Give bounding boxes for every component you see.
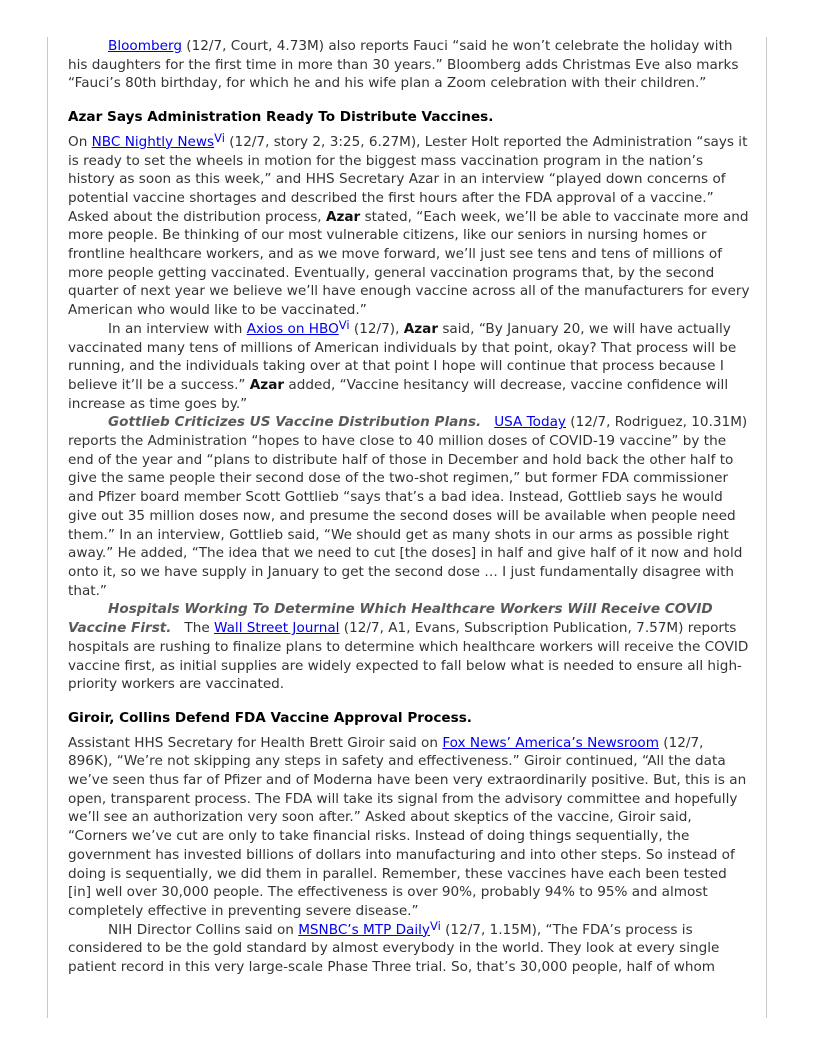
paragraph-text: (12/7, Court, 4.73M) also reports Fauci “said he won’t celebrate the holiday with his daughters for the first time in more than 30 years.” Bloomberg adds Christmas Eve also marks “Fauci’s 80th birthday, for which he and his wife plan a Zoom celebration with their children.” [68,38,739,92]
subheading-gottlieb: Gottlieb Criticizes US Vaccine Distribution Plans. [108,414,482,431]
link-usa-today[interactable]: USA Today [494,414,566,431]
paragraph-collins: NIH Director Collins said on MSNBC’s MTP Daily$^{Vi}$ (12/7, 1.15M), “The FDA’s process is considered to be the gold standard by almost everybody in the world. They look at every single patient record in this very large-scale Phase Three trial. So, that’s 30,000 people, half of whom [68,918,720,976]
section-heading-azar: Azar Says Administration Ready To Distribute Vaccines. [68,109,494,126]
link-msnbc-mtp-daily[interactable]: MSNBC’s MTP Daily [298,921,430,938]
subheading-hospitals: Hospitals Working To Determine Which Healthcare Workers Will Receive COVID Vaccine First. [68,601,713,637]
link-wall-street-journal[interactable]: Wall Street Journal [214,620,340,637]
video-indicator-icon[interactable]: Vi [338,317,350,332]
link-fox-news-americas-newsroom[interactable]: Fox News’ America’s Newsroom [442,734,659,751]
paragraph-gottlieb: Gottlieb Criticizes US Vaccine Distribution Plans. USA Today (12/7, Rodriguez, 10.31M) reports the Administration “hopes to have close to 40 million doses of COVID-19 vaccine” by the end of the year and “plans to distribute half of those in December and hold back the other half to give the same people their second dose of the two-shot regimen,” but former FDA commissioner and Pfizer board member Scott Gottlieb “says that’s a bad idea. Instead, Gottlieb says he would give out 35 million doses now, and presume the second doses will be available when people need them.” In an interview, Gottlieb said, “We should get as many shots in our arms as possible right away.” He added, “The idea that we need to cut [the doses] in half and give half of it now and hold onto it, so we have supply in January to get the second dose … I just fundamentally disagree with that.” [68,414,748,599]
paragraph-hospitals: Hospitals Working To Determine Which Healthcare Workers Will Receive COVID Vaccine First. The Wall Street Journal (12/7, A1, Evans, Subscription Publication, 7.57M) reports hospitals are rushing to finalize plans to determine which healthcare workers will receive the COVID vaccine first, as initial supplies are widely expected to fall below what is needed to ensure all high-priority workers are vaccinated. [68,601,749,693]
link-nbc-nightly-news[interactable]: NBC Nightly News [91,133,215,150]
link-bloomberg[interactable]: Bloomberg [108,38,182,54]
document-content [68,37,750,977]
video-indicator-icon[interactable]: Vi [429,918,441,933]
section-heading-giroir-collins: Giroir, Collins Defend FDA Vaccine Approval Process. [68,709,472,726]
paragraph-nbc: On NBC Nightly News$^{Vi}$ (12/7, story 2, 3:25, 6.27M), Lester Holt reported the Administration “says it is ready to set the wheels in motion for the biggest mass vaccination program in the nation’s history as soon as this week,” and HHS Secretary Azar in an interview “played down concerns of potential vaccine shortages and described the first hours after the FDA approval of a vaccine.” Asked about the distribution process, Azar stated, “Each week, we’ll be able to vaccinate more and more people. Be thinking of our most vulnerable citizens, like our seniors in nursing homes or frontline healthcare workers, and as we move forward, we’ll just see tens and tens of millions of more people getting vaccinated. Eventually, general vaccination programs that, by the second quarter of next year we believe we’ll have enough vaccine across all of the manufacturers for every American who would like to be vaccinated.” [68,130,750,319]
video-indicator-icon[interactable]: Vi [214,130,225,145]
paragraph-giroir: Assistant HHS Secretary for Health Brett Giroir said on Fox News’ America’s Newsroom (12/7, 896K), “We’re not skipping any steps in safety and effectiveness.” Giroir continued, “All the data we’ve seen thus far of Pfizer and of Moderna have been very extraordinarily positive. But, this is an open, transparent process. The FDA will take its signal from the advisory committee and hopefully we’ll see an authorization very soon after.” Asked about skeptics of the vaccine, Giroir said, “Corners we’ve cut are only to take financial risks. Instead of doing things sequentially, the government has invested billions of dollars into manufacturing and into other steps. So instead of doing is sequentially, we did them in parallel. Remember, these vaccines have each been tested [in] well over 30,000 people. The effectiveness is over 90%, probably 94% to 95% and almost completely effective in preventing severe disease.” [68,734,747,919]
link-axios-on-hbo[interactable]: Axios on HBO [246,320,339,337]
paragraph-axios: In an interview with Axios on $HBO^{Vi}$ (12/7), Azar said, “By January 20, we will have actually vaccinated many tens of millions of American individuals by that point, okay? That process will be running, and the individuals taking over at that point I hope will continue that process because I believe it’ll be a success.” Azar added, “Vaccine hesitancy will decrease, vaccine confidence will increase as time goes by.” [68,317,737,412]
paragraph-bloomberg [68,37,750,93]
document-page [47,37,767,1018]
